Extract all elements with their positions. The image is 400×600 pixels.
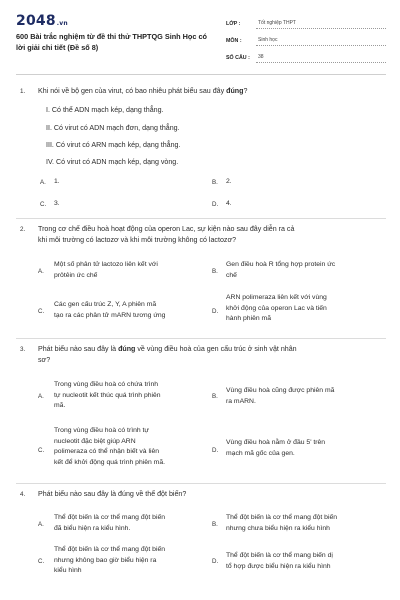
question-text: Phát biểu nào sau đây là đúng về thể đột biến? bbox=[38, 490, 187, 498]
option-label[interactable]: D. bbox=[212, 201, 219, 208]
header-divider bbox=[16, 74, 386, 75]
statement: III. Có virut có ARN mạch kép, dạng thẳng. bbox=[46, 141, 181, 149]
option-label[interactable]: C. bbox=[38, 308, 45, 315]
option-text[interactable]: 3. bbox=[54, 200, 60, 207]
option-text[interactable]: Vùng điều hoà nằm ở đầu 5' trên mạch mã gốc của gen. bbox=[226, 439, 326, 457]
document-title: 600 Bài trắc nghiệm từ đề thi thử THPTQG Sinh Học có lời giải chi tiết (Đề số 8) bbox=[16, 32, 207, 52]
question-text: Phát biểu nào sau đây là đúng về vùng điều hoà của gen cấu trúc ở sinh vật nhân sơ? bbox=[38, 345, 297, 364]
meta-row-class bbox=[226, 12, 386, 29]
page-header bbox=[0, 0, 400, 76]
question-number: 1. bbox=[20, 88, 26, 95]
option-text[interactable]: Thể đột biến là cơ thể mang biến dị tổ hợp được biểu hiện ra kiểu hình bbox=[226, 552, 333, 570]
question-divider bbox=[16, 218, 386, 219]
option-label[interactable]: B. bbox=[212, 393, 218, 400]
question-text: Khi nói về bộ gen của virut, có bao nhiêu phát biểu sau đây đúng? bbox=[38, 87, 248, 95]
question-text: Trong cơ chế điều hoà hoạt động của operon Lac, sự kiện nào sau đây diễn ra cả khi môi trường có lactozơ và khi môi trường không có lactozơ? bbox=[38, 225, 295, 244]
option-text[interactable]: Thể đột biến là cơ thể mang đột biến nhưng không bao giờ biểu hiện ra kiểu hình bbox=[54, 546, 166, 574]
meta-row-count bbox=[226, 46, 386, 63]
meta-key: LỚP : bbox=[226, 21, 241, 27]
meta-value: Tốt nghiệp THPT bbox=[256, 20, 386, 29]
statement: IV. Có virut có ADN mạch kép, dạng vòng. bbox=[46, 158, 179, 166]
option-label[interactable]: D. bbox=[212, 308, 219, 315]
option-label[interactable]: C. bbox=[38, 447, 45, 454]
logo-text: 2048 bbox=[16, 13, 56, 29]
meta-value: 38 bbox=[256, 54, 386, 63]
option-text[interactable]: Một số phân tử lactozo liên kết với prôtêin ức chế bbox=[54, 261, 158, 279]
meta-value: Sinh học bbox=[256, 37, 386, 46]
option-text[interactable]: 1. bbox=[54, 178, 60, 185]
option-text[interactable]: 4. bbox=[226, 200, 232, 207]
option-label[interactable]: B. bbox=[212, 268, 218, 275]
option-text[interactable]: Thể đột biến là cơ thể mang đột biến đã biểu hiện ra kiểu hình. bbox=[54, 514, 166, 532]
option-text[interactable]: Thể đột biến là cơ thể mang đột biến nhưng chưa biểu hiện ra kiểu hình bbox=[226, 514, 338, 532]
option-text[interactable]: 2. bbox=[226, 178, 232, 185]
statement: I. Có thể ADN mạch kép, dạng thẳng. bbox=[46, 106, 164, 114]
question-number: 2. bbox=[20, 226, 26, 233]
site-logo[interactable] bbox=[16, 13, 68, 29]
option-label[interactable]: A. bbox=[40, 179, 46, 186]
question-number: 4. bbox=[20, 491, 26, 498]
question-divider bbox=[16, 338, 386, 339]
logo-suffix: .vn bbox=[56, 20, 68, 27]
question-number: 3. bbox=[20, 346, 26, 353]
document-meta bbox=[226, 12, 386, 63]
option-text[interactable]: Các gen cấu trúc Z, Y, A phiên mã tạo ra các phân tử mARN tương ứng bbox=[54, 301, 166, 319]
option-text[interactable]: Trong vùng điều hoà có chứa trình tự nucleotit kết thúc quá trình phiên mã. bbox=[54, 381, 161, 409]
option-label[interactable]: D. bbox=[212, 558, 219, 565]
meta-key: SỐ CÂU : bbox=[226, 55, 250, 61]
meta-row-subject bbox=[226, 29, 386, 46]
option-label[interactable]: A. bbox=[38, 521, 44, 528]
option-label[interactable]: C. bbox=[38, 558, 45, 565]
option-label[interactable]: B. bbox=[212, 179, 218, 186]
option-text[interactable]: Trong vùng điều hoà có trình tự nucleotit đặc biệt giúp ARN polimeraza có thể nhận biết và liên kết để khởi động quá trình phiên mã. bbox=[54, 427, 166, 466]
option-text[interactable]: Vùng điều hoà cũng được phiên mã ra mARN. bbox=[226, 387, 335, 405]
option-label[interactable]: B. bbox=[212, 521, 218, 528]
meta-key: MÔN : bbox=[226, 38, 242, 44]
option-label[interactable]: D. bbox=[212, 447, 219, 454]
option-text[interactable]: Gen điều hoà R tổng hợp protein ức chế bbox=[226, 261, 336, 279]
option-label[interactable]: A. bbox=[38, 268, 44, 275]
statement: II. Có virut có ADN mạch đơn, dạng thẳng. bbox=[46, 124, 180, 132]
option-label[interactable]: A. bbox=[38, 393, 44, 400]
option-label[interactable]: C. bbox=[40, 201, 47, 208]
question-divider bbox=[16, 483, 386, 484]
option-text[interactable]: ARN polimeraza liên kết với vùng khởi động của operon Lac và tiến hành phiên mã bbox=[226, 294, 327, 322]
